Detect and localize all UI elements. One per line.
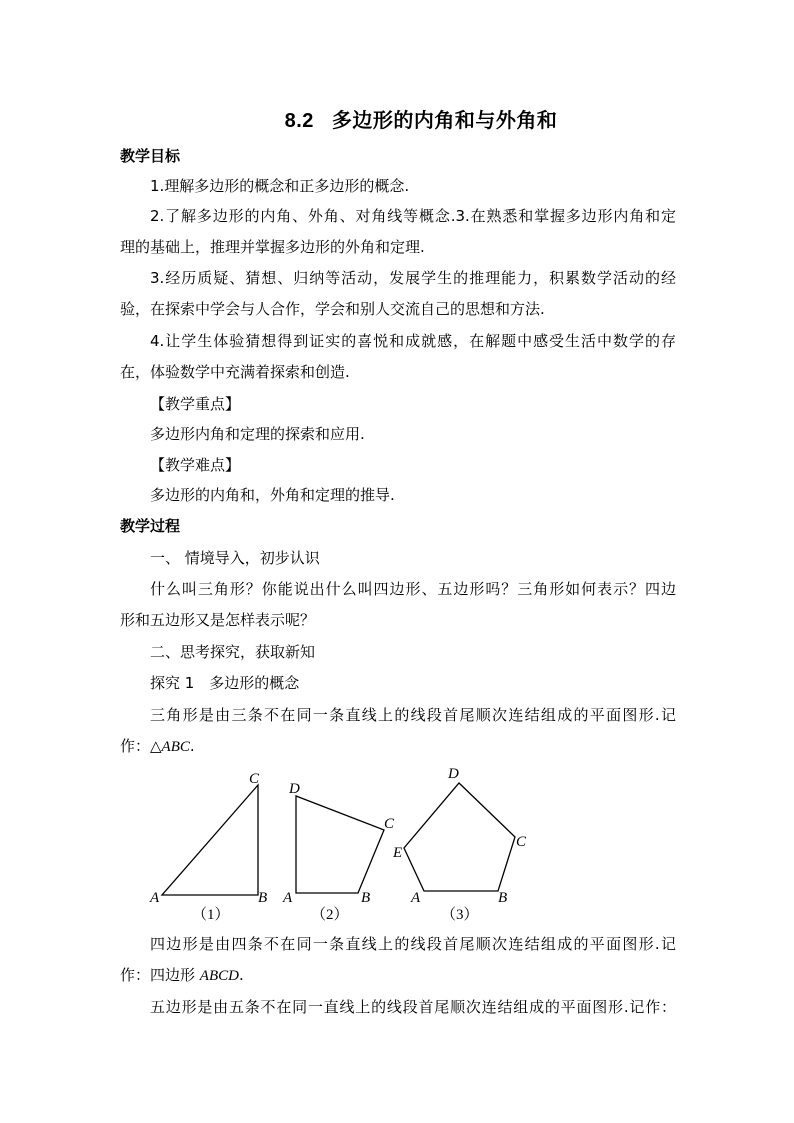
fig2-label-a: A	[283, 890, 293, 906]
step-1: 一、 情境导入，初步认识	[150, 549, 320, 567]
quadrilateral-name: ABCD	[199, 968, 239, 984]
goal-2-line1: 2.了解多边形的内角、外角、对角线等概念.3.在熟悉和掌握多边形内角和定	[150, 207, 676, 225]
figure-triangle	[149, 771, 267, 923]
goal-4-line2: 在，体验数学中充满着探索和创造.	[120, 363, 350, 381]
quadrilateral-def-line2	[120, 965, 244, 986]
fig1-label-c: C	[249, 771, 260, 787]
pentagon-def-line1: 五边形是由五条不在同一直线上的线段首尾顺次连结组成的平面图形.记作：	[150, 998, 676, 1016]
quadrilateral-shape	[296, 796, 384, 893]
quadrilateral-def-line1: 四边形是由四条不在同一条直线上的线段首尾顺次连结组成的平面图形.记	[150, 935, 676, 953]
goal-1: 1.理解多边形的概念和正多边形的概念.	[150, 177, 410, 195]
figure-pentagon	[392, 766, 527, 923]
fig3-caption: （3）	[441, 907, 479, 923]
triangle-name: ABC	[161, 739, 190, 755]
fig3-label-c: C	[516, 834, 527, 850]
figure-quadrilateral	[282, 781, 395, 923]
fig3-label-d: D	[448, 766, 459, 782]
difficulty-text: 多边形的内角和，外角和定理的推导.	[150, 486, 395, 504]
triangle-prefix: 作：△	[120, 737, 162, 755]
triangle-suffix: .	[189, 737, 195, 755]
goal-2-line2: 理的基础上，推理并掌握多边形的外角和定理.	[120, 238, 425, 256]
key-point-heading: 【教学重点】	[150, 395, 241, 413]
difficulty-heading: 【教学难点】	[150, 456, 241, 474]
explore-1-heading: 探究 1 多边形的概念	[150, 674, 300, 692]
fig1-label-b: B	[258, 890, 268, 906]
step-2: 二、思考探究，获取新知	[150, 643, 316, 661]
fig1-label-a: A	[150, 890, 160, 906]
question-line1: 什么叫三角形？你能说出什么叫四边形、五边形吗？三角形如何表示？四边	[150, 580, 676, 598]
goal-4-line1: 4.让学生体验猜想得到证实的喜悦和成就感，在解题中感受生活中数学的存	[150, 332, 676, 350]
fig2-caption: （2）	[311, 907, 349, 923]
fig3-label-a: A	[411, 890, 421, 906]
key-point-text: 多边形内角和定理的探索和应用.	[150, 425, 365, 443]
pentagon-shape	[404, 783, 515, 891]
goal-3-line1: 3.经历质疑、猜想、归纳等活动，发展学生的推理能力，积累数学活动的经	[150, 269, 676, 287]
triangle-shape	[162, 785, 258, 895]
fig2-label-b: B	[361, 890, 371, 906]
section-title: 多边形的内角和与外角和	[331, 108, 558, 132]
heading-teaching-goals: 教学目标	[120, 147, 181, 165]
fig2-label-d: D	[289, 781, 300, 797]
fig3-label-b: B	[498, 890, 508, 906]
fig2-label-c: C	[384, 816, 395, 832]
goal-3-line2: 验，在探索中学会与人合作，学会和别人交流自己的思想和方法.	[120, 300, 545, 318]
quadrilateral-suffix: .	[238, 966, 244, 984]
heading-teaching-process: 教学过程	[120, 517, 181, 535]
fig1-caption: （1）	[192, 907, 230, 923]
fig3-label-e: E	[393, 845, 403, 861]
quadrilateral-prefix: 作：四边形	[120, 966, 200, 984]
triangle-def-line1: 三角形是由三条不在同一条直线上的线段首尾顺次连结组成的平面图形.记	[150, 706, 676, 724]
question-line2: 形和五边形又是怎样表示呢？	[120, 611, 316, 629]
section-number: 8.2	[284, 110, 314, 132]
